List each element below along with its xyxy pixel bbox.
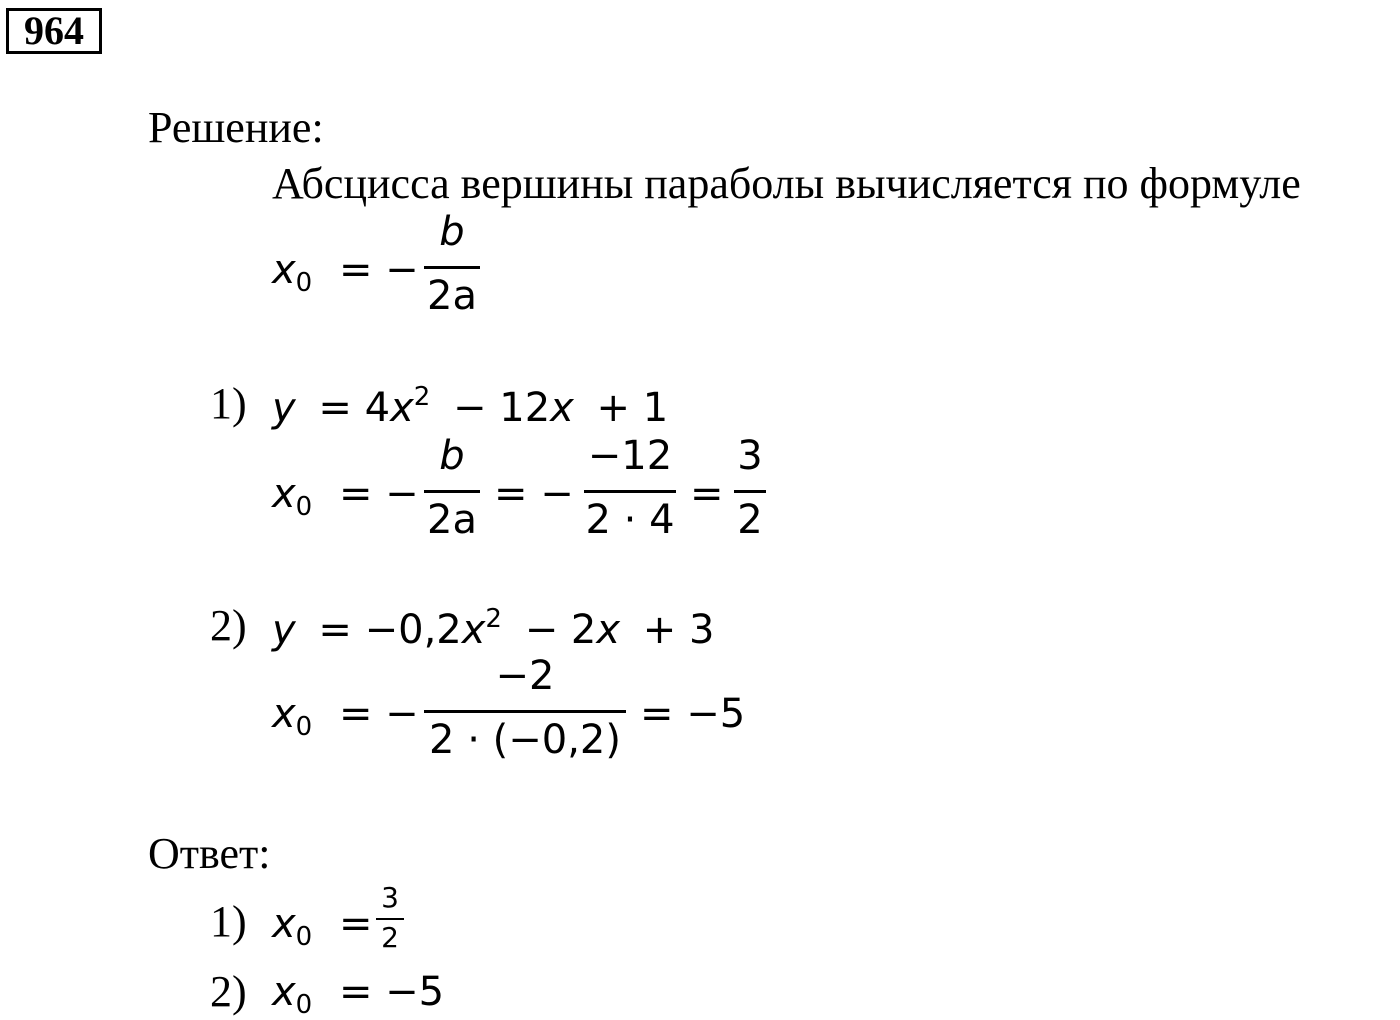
vertex-formula-fraction — [424, 209, 480, 322]
problem-number: 964 — [24, 8, 84, 53]
answer-heading: Ответ: — [148, 829, 271, 878]
item-1-eq3: = — [690, 471, 724, 517]
item-1-fraction-1: b 2a — [424, 436, 480, 546]
fraction-bar — [424, 266, 480, 269]
problem-number-box — [6, 8, 102, 54]
answer-2-lhs: $x_0 = -5$ — [272, 969, 445, 1020]
item-2-label: 2) — [210, 601, 247, 650]
item-1-calc-lhs: $x_0$ = − — [272, 471, 419, 522]
solution-heading: Решение: — [148, 103, 324, 152]
fraction-numerator: b — [439, 209, 465, 255]
solution-intro: Абсцисса вершины параболы вычисляется по формуле — [272, 159, 1301, 208]
answer-1-fraction: 3 2 — [376, 884, 404, 964]
item-2-equation: $y = -0,2x^2 - 2x + 3$ — [272, 604, 715, 653]
answer-2-label: 2) — [210, 967, 247, 1016]
vertex-formula-lhs: $x_0$ = − — [272, 247, 419, 298]
fraction-denominator: 2a — [427, 273, 477, 319]
item-2-result: = −5 — [640, 691, 746, 737]
answer-1-lhs: $x_0$ = — [272, 901, 373, 952]
item-1-equation: $y = 4x^2 - 12x + 1$ — [272, 382, 669, 431]
item-1-fraction-2: −12 2 · 4 — [585, 433, 675, 543]
item-1-eq2: = − — [494, 471, 574, 517]
item-1-label: 1) — [210, 379, 247, 428]
answer-1-label: 1) — [210, 897, 247, 946]
item-2-calc-lhs: $x_0$ = − — [272, 691, 419, 742]
item-2-fraction: −2 2 · (−0,2) — [424, 656, 626, 768]
item-1-fraction-3: 3 2 — [734, 436, 766, 546]
